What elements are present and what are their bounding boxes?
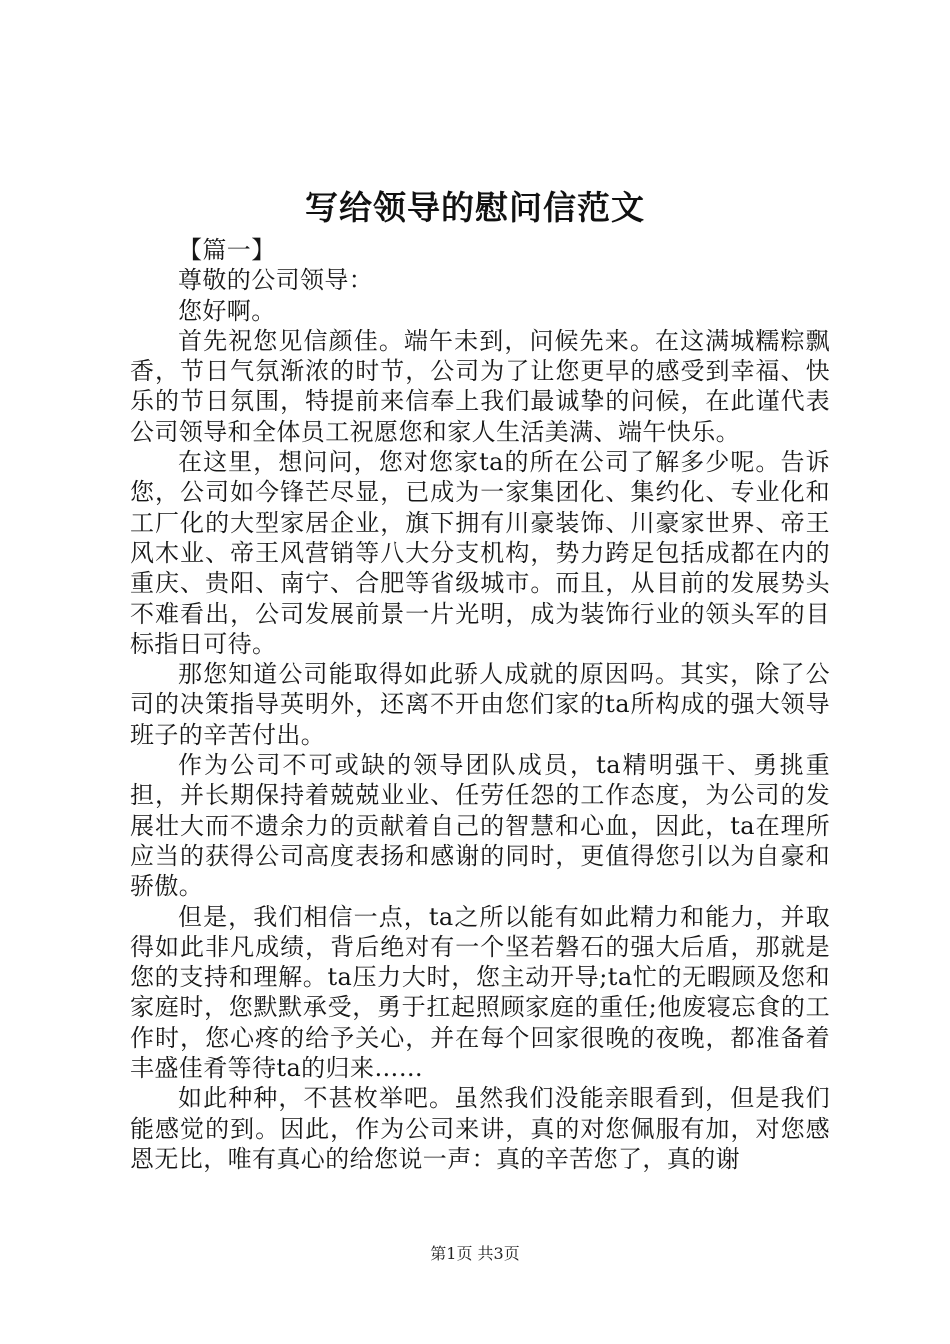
page-footer: 第1页 共3页 [430,1244,520,1263]
section-heading: 【篇一】 [178,236,276,264]
paragraph: 如此种种，不甚枚举吧。虽然我们没能亲眼看到，但是我们能感觉的到。因此，作为公司来讲，真的对您佩服有加，对您感恩无比，唯有真心的给您说一声：真的辛苦您了，真的谢 [130,1084,830,1173]
paragraph: 作为公司不可或缺的领导团队成员，ta精明强干、勇挑重担，并长期保持着兢兢业业、任劳任怨的工作态度，为公司的发展壮大而不遗余力的贡献着自己的智慧和心血，因此，ta在理所应当的获得公司高度表扬和感谢的同时，更值得您引以为自豪和骄傲。 [130,751,830,901]
paragraph: 但是，我们相信一点，ta之所以能有如此精力和能力，并取得如此非凡成绩，背后绝对有一个坚若磐石的强大后盾，那就是您的支持和理解。ta压力大时，您主动开导;ta忙的无暇顾及您和家庭时，您默默承受，勇于扛起照顾家庭的重任;他废寝忘食的工作时，您心疼的给予关心，并在每个回家很晚的夜晚，都准备着丰盛佳肴等待ta的归来…… [130,902,830,1083]
document-body [130,235,830,1174]
document-title: 写给领导的慰问信范文 [305,188,645,227]
salutation: 尊敬的公司领导： [178,266,374,295]
paragraph: 首先祝您见信颜佳。端午未到，问候先来。在这满城糯粽飘香，节日气氛渐浓的时节，公司为了让您更早的感受到幸福、快乐的节日氛围，特提前来信奉上我们最诚挚的问候，在此谨代表公司领导和全体员工祝愿您和家人生活美满、端午快乐。 [130,326,830,446]
paragraph: 在这里，想问问，您对您家ta的所在公司了解多少呢。告诉您，公司如今锋芒尽显，已成为一家集团化、集约化、专业化和工厂化的大型家居企业，旗下拥有川豪装饰、川豪家世界、帝王风木业、帝王风营销等八大分支机构，势力跨足包括成都在内的重庆、贵阳、南宁、合肥等省级城市。而且，从目前的发展势头不难看出，公司发展前景一片光明，成为装饰行业的领头军的目标指日可待。 [130,448,830,658]
paragraph: 那您知道公司能取得如此骄人成就的原因吗。其实，除了公司的决策指导英明外，还离不开由您们家的ta所构成的强大领导班子的辛苦付出。 [130,660,830,749]
greeting: 您好啊。 [178,296,276,325]
